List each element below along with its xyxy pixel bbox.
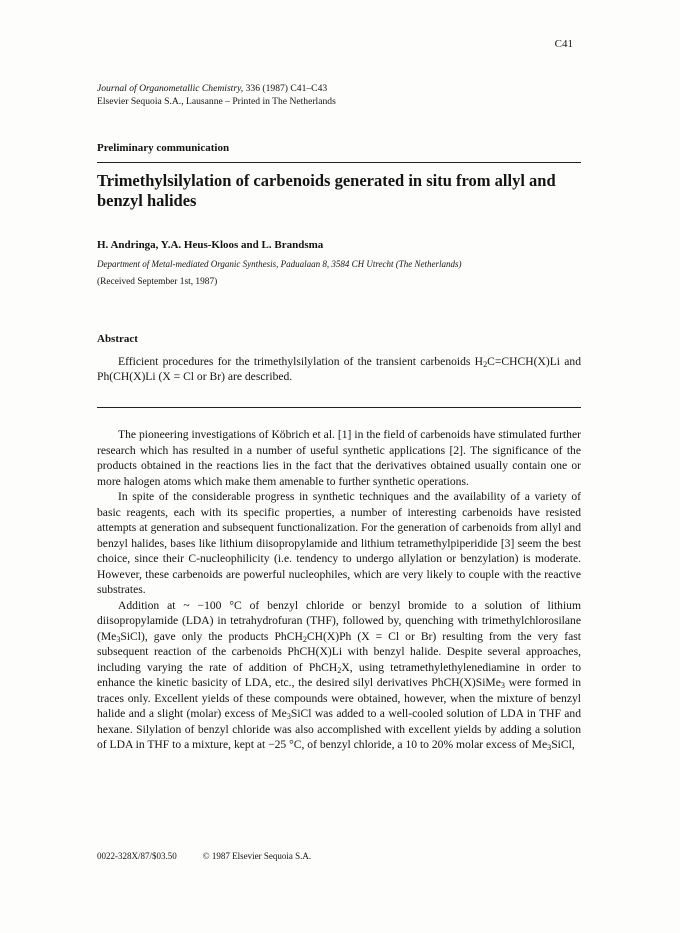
- subscript: 3: [547, 743, 552, 753]
- journal-name: Journal of Organometallic Chemistry,: [97, 83, 244, 94]
- issn-price: 0022-328X/87/$03.50: [97, 851, 177, 861]
- received-date: (Received September 1st, 1987): [97, 277, 218, 287]
- authors: H. Andringa, Y.A. Heus-Kloos and L. Brandsma: [97, 239, 324, 251]
- subscript: 3: [500, 681, 505, 691]
- abstract-text: [97, 354, 581, 384]
- subscript: 3: [286, 712, 291, 722]
- abstract-text-part: Efficient procedures for the trimethylsilylation of the transient carbenoids H: [118, 355, 484, 368]
- affiliation: Department of Metal-mediated Organic Synthesis, Padualaan 8, 3584 CH Utrecht (The Netherlands): [97, 259, 462, 269]
- abstract-heading: Abstract: [97, 333, 138, 345]
- text-run: X, using tetramethylethylenediamine in order to enhance the kinetic basicity of LDA, etc., the desired silyl derivatives PhCH(X)SiMe: [97, 660, 582, 689]
- section-label: Preliminary communication: [97, 142, 230, 154]
- paragraph: In spite of the considerable progress in synthetic techniques and the availability of a variety of basic reagents, each with its specific properties, a number of interesting carbenoids have resisted attempts at generation and subsequent functionalization. For the generation of carbenoids from allyl and benzyl halides, bases like lithium diisopropylamide and lithium tetramethylpiperidide [3] seem the best choice, since their C-nucleophilicity (i.e. tendency to undergo allylation or benzylation) is moderate. However, these carbenoids are powerful nucleophiles, which are very likely to couple with the reactive substrates.: [97, 490, 581, 596]
- abstract-text-part: C=CHCH(X)Li and Ph(CH(X)Li (X = Cl or Br) are described.: [97, 355, 581, 383]
- text-run: SiCl was added to a well-cooled solution of LDA in THF and hexane. Silylation of benzyl chloride was also accomplished with excellent yields by adding a solution of LDA in THF to a mixture, kept at −25 °C, of benzyl chloride, a 10 to 20% molar excess of Me: [97, 707, 582, 751]
- subscript: 3: [116, 634, 121, 644]
- journal-line: [97, 82, 336, 95]
- abstract-rule: [97, 407, 581, 408]
- page-number: C41: [554, 38, 573, 50]
- article-title: Trimethylsilylation of carbenoids generated in situ from allyl and benzyl halides: [97, 171, 556, 210]
- paragraph: The pioneering investigations of Köbrich et al. [1] in the field of carbenoids have stimulated further research which has resulted in a number of useful synthetic applications [2]. The significance of the products obtained in the reactions lies in the fact that the derivatives obtained usually contain one or more halogen atoms which make them amenable to further synthetic operations.: [97, 428, 581, 488]
- publisher-line: Elsevier Sequoia S.A., Lausanne – Printed in The Netherlands: [97, 96, 336, 107]
- body-text: [97, 427, 581, 753]
- text-run: Addition at ~ −100 °C of benzyl chloride or benzyl bromide to a solution of lithium diisopropylamide (LDA) in tetrahydrofuran (THF), followed by, quenching with trimethylchlorosilane (Me: [97, 598, 581, 643]
- subscript: 2: [483, 360, 488, 370]
- subscript: 2: [337, 665, 342, 675]
- text-run: CH(X)Ph (X = Cl or Br) resulting from the very fast subsequent reaction of the carbenoids PhCH(X)Li with benzyl halide. Despite several approaches, including varying the rate of addition of PhCH: [97, 629, 581, 674]
- copyright: © 1987 Elsevier Sequoia S.A.: [202, 851, 312, 861]
- journal-citation: [97, 82, 336, 108]
- section-rule: [97, 162, 581, 163]
- journal-volume: 336 (1987) C41–C43: [243, 83, 328, 94]
- paragraph: [97, 598, 581, 753]
- subscript: 2: [302, 634, 307, 644]
- text-run: were formed in traces only. Excellent yields of these compounds were obtained, however, when the mixture of benzyl halide and a slight (molar) excess of Me: [97, 676, 582, 720]
- footer: [97, 851, 311, 861]
- text-run: SiCl), gave only the products PhCH: [120, 629, 303, 643]
- text-run: SiCl,: [551, 738, 575, 751]
